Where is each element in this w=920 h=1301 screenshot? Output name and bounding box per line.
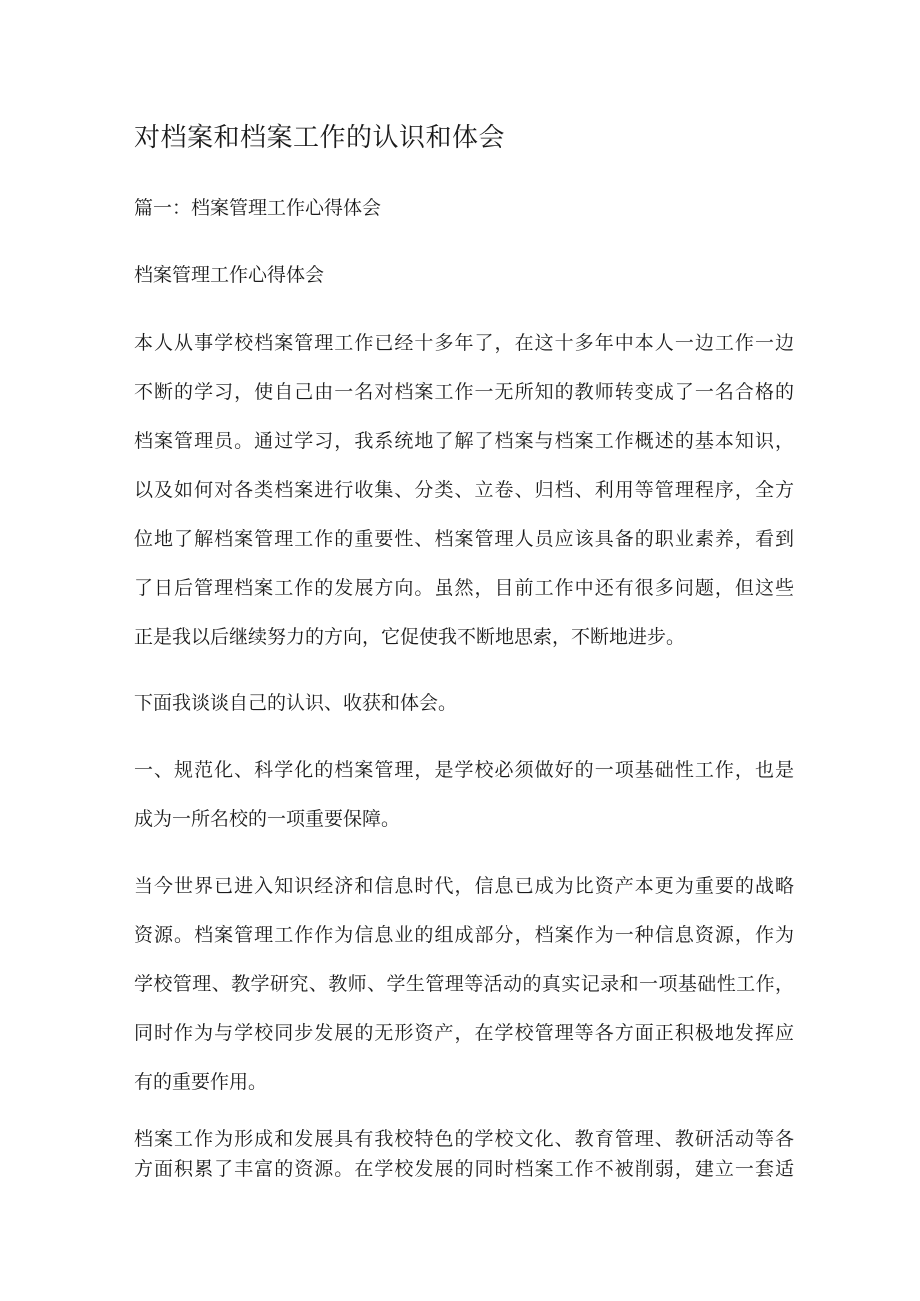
paragraph-5-line-2: 方面积累了丰富的资源。在学校发展的同时档案工作不被削弱，建立一套适 <box>134 1158 794 1180</box>
sub-heading: 档案管理工作心得体会 <box>134 264 325 286</box>
paragraph-3-line-1: 一、规范化、科学化的档案管理，是学校必须做好的一项基础性工作，也是 <box>134 759 794 781</box>
paragraph-1-line-6: 了日后管理档案工作的发展方向。虽然，目前工作中还有很多问题，但这些 <box>134 577 794 599</box>
paragraph-4-line-3: 学校管理、教学研究、教师、学生管理等活动的真实记录和一项基础性工作， <box>134 973 794 995</box>
paragraph-4-line-2: 资源。档案管理工作作为信息业的组成部分，档案作为一种信息资源，作为 <box>134 924 794 946</box>
paragraph-1-line-1: 本人从事学校档案管理工作已经十多年了，在这十多年中本人一边工作一边 <box>134 332 794 354</box>
paragraph-1-line-5: 位地了解档案管理工作的重要性、档案管理人员应该具备的职业素养，看到 <box>134 528 794 550</box>
paragraph-3-line-2: 成为一所名校的一项重要保障。 <box>134 808 401 830</box>
paragraph-1-line-7: 正是我以后继续努力的方向，它促使我不断地思索，不断地进步。 <box>134 626 686 648</box>
paragraph-4-line-1: 当今世界已进入知识经济和信息时代，信息已成为比资产本更为重要的战略 <box>134 875 794 897</box>
paragraph-4-line-4: 同时作为与学校同步发展的无形资产，在学校管理等各方面正积极地发挥应 <box>134 1022 794 1044</box>
paragraph-4-line-5: 有的重要作用。 <box>134 1071 268 1093</box>
section-heading: 篇一：档案管理工作心得体会 <box>134 197 382 219</box>
paragraph-1-line-3: 档案管理员。通过学习，我系统地了解了档案与档案工作概述的基本知识， <box>134 430 794 452</box>
paragraph-2-line-1: 下面我谈谈自己的认识、收获和体会。 <box>134 692 458 714</box>
paragraph-1-line-4: 以及如何对各类档案进行收集、分类、立卷、归档、利用等管理程序，全方 <box>134 479 794 501</box>
paragraph-5-line-1: 档案工作为形成和发展具有我校特色的学校文化、教育管理、教研活动等各 <box>134 1128 794 1150</box>
document-title: 对档案和档案工作的认识和体会 <box>134 123 506 153</box>
paragraph-1-line-2: 不断的学习，使自己由一名对档案工作一无所知的教师转变成了一名合格的 <box>134 381 794 403</box>
